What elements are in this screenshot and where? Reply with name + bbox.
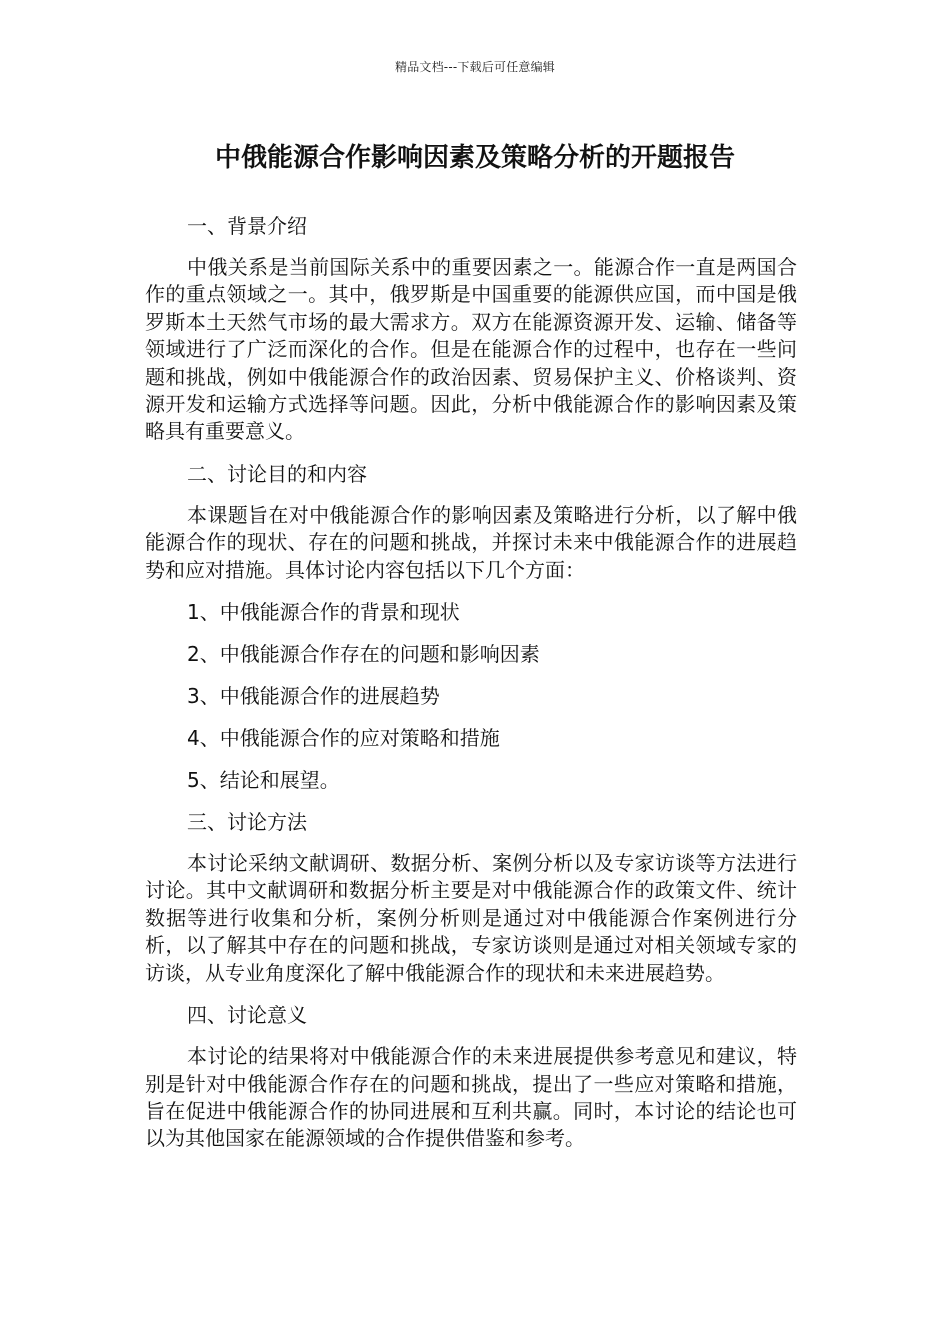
header-note: 精品文档---下载后可任意编辑 <box>395 60 555 74</box>
document-body <box>145 212 797 1153</box>
paragraph-background: 中俄关系是当前国际关系中的重要因素之一。能源合作一直是两国合作的重点领域之一。其中，俄罗斯是中国重要的能源供应国，而中国是俄罗斯本土天然气市场的最大需求方。双方在能源资源开发、运输、储备等领域进行了广泛而深化的合作。但是在能源合作的过程中，也存在一些问题和挑战，例如中俄能源合作的政治因素、贸易保护主义、价格谈判、资源开发和运输方式选择等问题。因此，分析中俄能源合作的影响因素及策略具有重要意义。 <box>145 255 797 444</box>
document-title: 中俄能源合作影响因素及策略分析的开题报告 <box>214 143 735 173</box>
list-item: 1、中俄能源合作的背景和现状 <box>187 600 460 625</box>
section-heading-purpose: 二、讨论目的和内容 <box>187 461 367 486</box>
list-item: 2、中俄能源合作存在的问题和影响因素 <box>187 642 540 667</box>
paragraph-significance: 本讨论的结果将对中俄能源合作的未来进展提供参考意见和建议，特别是针对中俄能源合作存在的问题和挑战，提出了一些应对策略和措施，旨在促进中俄能源合作的协同进展和互利共赢。同时，本讨论的结论也可以为其他国家在能源领域的合作提供借鉴和参考。 <box>145 1044 797 1151</box>
paragraph-method: 本讨论采纳文献调研、数据分析、案例分析以及专家访谈等方法进行讨论。其中文献调研和数据分析主要是对中俄能源合作的政策文件、统计数据等进行收集和分析，案例分析则是通过对中俄能源合作案例进行分析，以了解其中存在的问题和挑战，专家访谈则是通过对相关领域专家的访谈，从专业角度深化了解中俄能源合作的现状和未来进展趋势。 <box>145 851 797 985</box>
paragraph-purpose: 本课题旨在对中俄能源合作的影响因素及策略进行分析，以了解中俄能源合作的现状、存在的问题和挑战，并探讨未来中俄能源合作的进展趋势和应对措施。具体讨论内容包括以下几个方面： <box>145 502 797 582</box>
section-heading-background: 一、背景介绍 <box>187 214 307 238</box>
list-item: 4、中俄能源合作的应对策略和措施 <box>187 726 500 751</box>
section-heading-method: 三、讨论方法 <box>187 810 307 835</box>
section-heading-significance: 四、讨论意义 <box>187 1003 307 1028</box>
list-item: 5、结论和展望。 <box>187 768 340 793</box>
list-item: 3、中俄能源合作的进展趋势 <box>187 684 440 709</box>
